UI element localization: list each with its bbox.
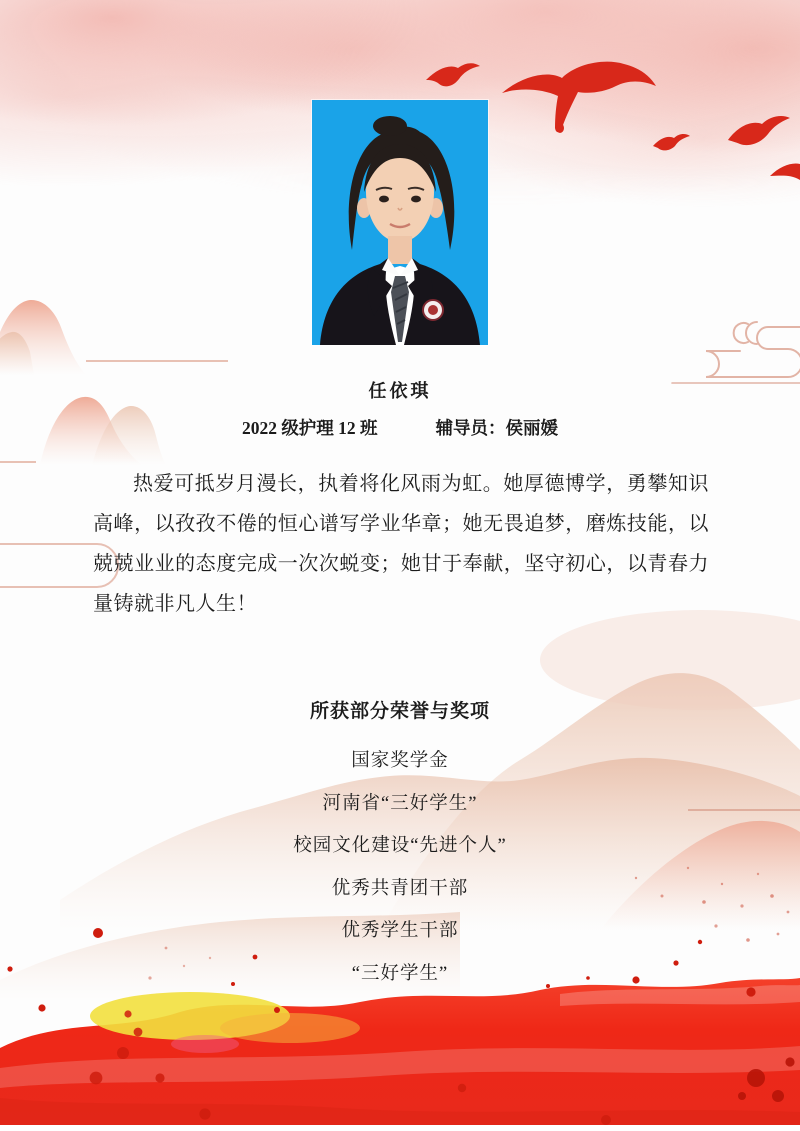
awards-section xyxy=(0,696,800,1002)
school-badge xyxy=(423,300,443,320)
award-item: “三好学生” xyxy=(351,963,449,984)
award-item: 国家奖学金 xyxy=(351,751,449,771)
class-info-line xyxy=(0,415,800,440)
award-item: 优秀共青团干部 xyxy=(331,878,469,899)
bottom-white-strip xyxy=(0,1125,800,1131)
profile-paragraph: 热爱可抵岁月漫长，执着将化风雨为虹。她厚德博学，勇攀知识高峰，以孜孜不倦的恒心谱写学业华章；她无畏追梦，磨炼技能，以兢兢业业的态度完成一次次蜕变；她甘于奉献，坚守初心，以青春力量铸就非凡人生！ xyxy=(93,473,709,615)
student-name: 任依琪 xyxy=(368,381,432,401)
award-item: 河南省“三好学生” xyxy=(322,793,478,814)
counselor-label: 辅导员：侯丽媛 xyxy=(435,418,559,438)
award-item: 校园文化建设“先进个人” xyxy=(293,836,507,857)
awards-title: 所获部分荣誉与奖项 xyxy=(309,701,490,722)
student-photo xyxy=(312,100,488,345)
cloud-line-motif xyxy=(672,322,800,383)
class-label: 2022 级护理 12 班 xyxy=(241,418,378,438)
award-item: 优秀学生干部 xyxy=(341,921,459,942)
